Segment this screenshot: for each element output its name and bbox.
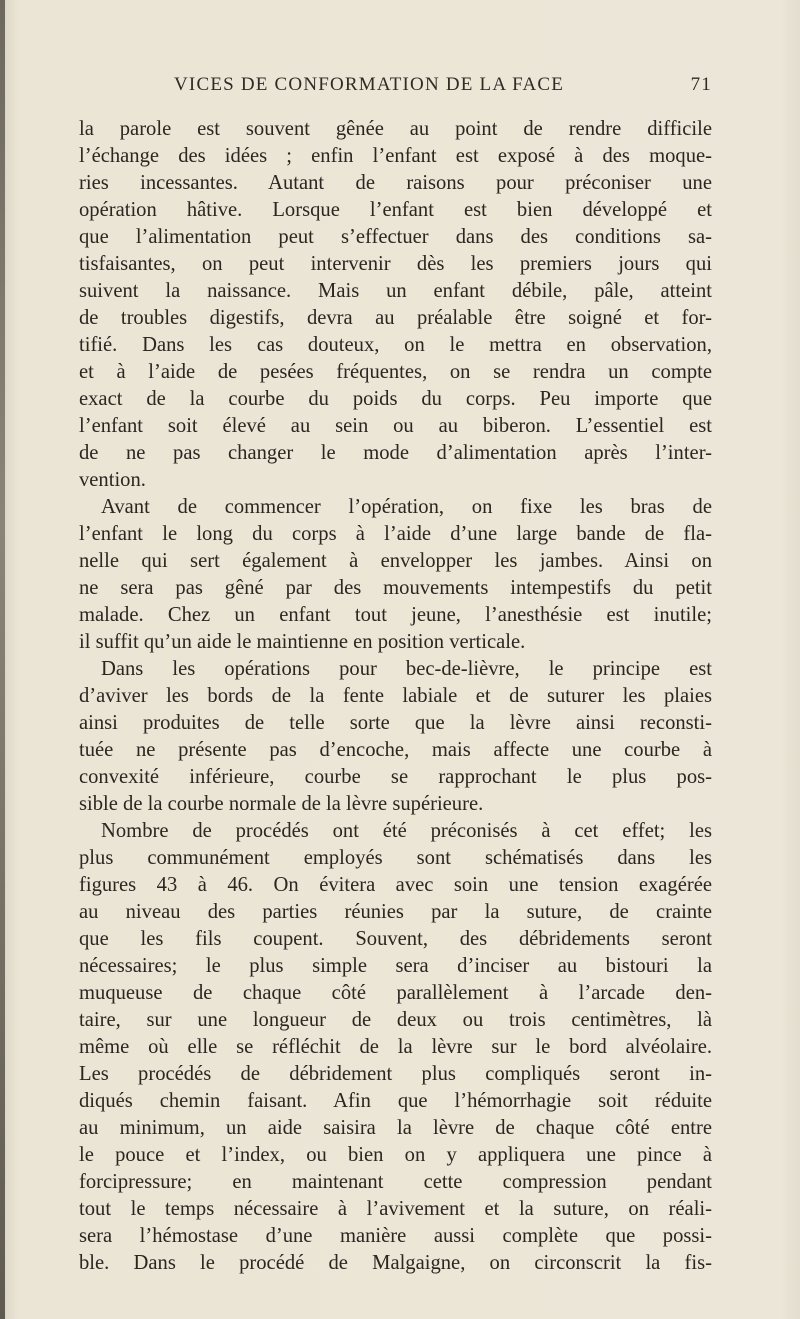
text-line: convexité inférieure, courbe se rapprochant le plus pos- — [79, 766, 712, 788]
text-line: malade. Chez un enfant tout jeune, l’anesthésie est inutile; — [79, 604, 712, 626]
text-line: de troubles digestifs, devra au préalable être soigné et for- — [79, 307, 712, 329]
text-line: figures 43 à 46. On évitera avec soin une tension exagérée — [79, 874, 712, 896]
text-line: Avant de commencer l’opération, on fixe les bras de — [101, 496, 712, 518]
text-line: d’aviver les bords de la fente labiale et de suturer les plaies — [79, 685, 712, 707]
text-line: l’enfant le long du corps à l’aide d’une large bande de fla- — [79, 523, 712, 545]
text-line: opération hâtive. Lorsque l’enfant est bien développé et — [79, 199, 712, 221]
text-line: nelle qui sert également à envelopper les jambes. Ainsi on — [79, 550, 712, 572]
text-line: taire, sur une longueur de deux ou trois centimètres, là — [79, 1009, 712, 1031]
page-number: 71 — [690, 74, 712, 95]
text-line: nécessaires; le plus simple sera d’inciser au bistouri la — [79, 955, 712, 977]
text-line: ne sera pas gêné par des mouvements intempestifs du petit — [79, 577, 712, 599]
text-line: diqués chemin faisant. Afin que l’hémorrhagie soit réduite — [79, 1090, 712, 1112]
text-line: le pouce et l’index, ou bien on y appliquera une pince à — [79, 1144, 712, 1166]
text-line: et à l’aide de pesées fréquentes, on se rendra un compte — [79, 361, 712, 383]
text-line: au minimum, un aide saisira la lèvre de chaque côté entre — [79, 1117, 712, 1139]
text-line: il suffit qu’un aide le maintienne en position verticale. — [79, 631, 526, 653]
text-line: Nombre de procédés ont été préconisés à cet effet; les — [101, 820, 712, 842]
text-line: que les fils coupent. Souvent, des débridements seront — [79, 928, 712, 950]
text-line: que l’alimentation peut s’effectuer dans des conditions sa- — [79, 226, 712, 248]
page-binding-edge — [0, 0, 5, 1319]
text-line: plus communément employés sont schématisés dans les — [79, 847, 712, 869]
text-line: Dans les opérations pour bec-de-lièvre, le principe est — [101, 658, 712, 680]
text-line: ble. Dans le procédé de Malgaigne, on circonscrit la fis- — [79, 1252, 712, 1274]
text-line: tuée ne présente pas d’encoche, mais affecte une courbe à — [79, 739, 712, 761]
running-head — [74, 74, 712, 98]
text-line: au niveau des parties réunies par la suture, de crainte — [79, 901, 712, 923]
text-line: ries incessantes. Autant de raisons pour préconiser une — [79, 172, 712, 194]
body-text — [79, 116, 712, 1277]
text-line: de ne pas changer le mode d’alimentation après l’inter- — [79, 442, 712, 464]
text-line: sera l’hémostase d’une manière aussi complète que possi- — [79, 1225, 712, 1247]
running-title: VICES DE CONFORMATION DE LA FACE — [174, 74, 565, 95]
text-line: tifié. Dans les cas douteux, on le mettra en observation, — [79, 334, 712, 356]
text-line: muqueuse de chaque côté parallèlement à l’arcade den- — [79, 982, 712, 1004]
text-line: vention. — [79, 469, 146, 491]
text-line: la parole est souvent gênée au point de rendre difficile — [79, 118, 712, 140]
text-line: suivent la naissance. Mais un enfant débile, pâle, atteint — [79, 280, 712, 302]
text-line: l’enfant soit élevé au sein ou au biberon. L’essentiel est — [79, 415, 712, 437]
text-line: tout le temps nécessaire à l’avivement et la suture, on réali- — [79, 1198, 712, 1220]
text-line: même où elle se réfléchit de la lèvre sur le bord alvéolaire. — [79, 1036, 712, 1058]
text-line: forcipressure; en maintenant cette compression pendant — [79, 1171, 712, 1193]
text-line: exact de la courbe du poids du corps. Peu importe que — [79, 388, 712, 410]
text-line: l’échange des idées ; enfin l’enfant est exposé à des moque- — [79, 145, 712, 167]
text-line: tisfaisantes, on peut intervenir dès les premiers jours qui — [79, 253, 712, 275]
text-line: ainsi produites de telle sorte que la lèvre ainsi reconsti- — [79, 712, 712, 734]
text-line: Les procédés de débridement plus compliqués seront in- — [79, 1063, 712, 1085]
text-line: sible de la courbe normale de la lèvre supérieure. — [79, 793, 484, 815]
